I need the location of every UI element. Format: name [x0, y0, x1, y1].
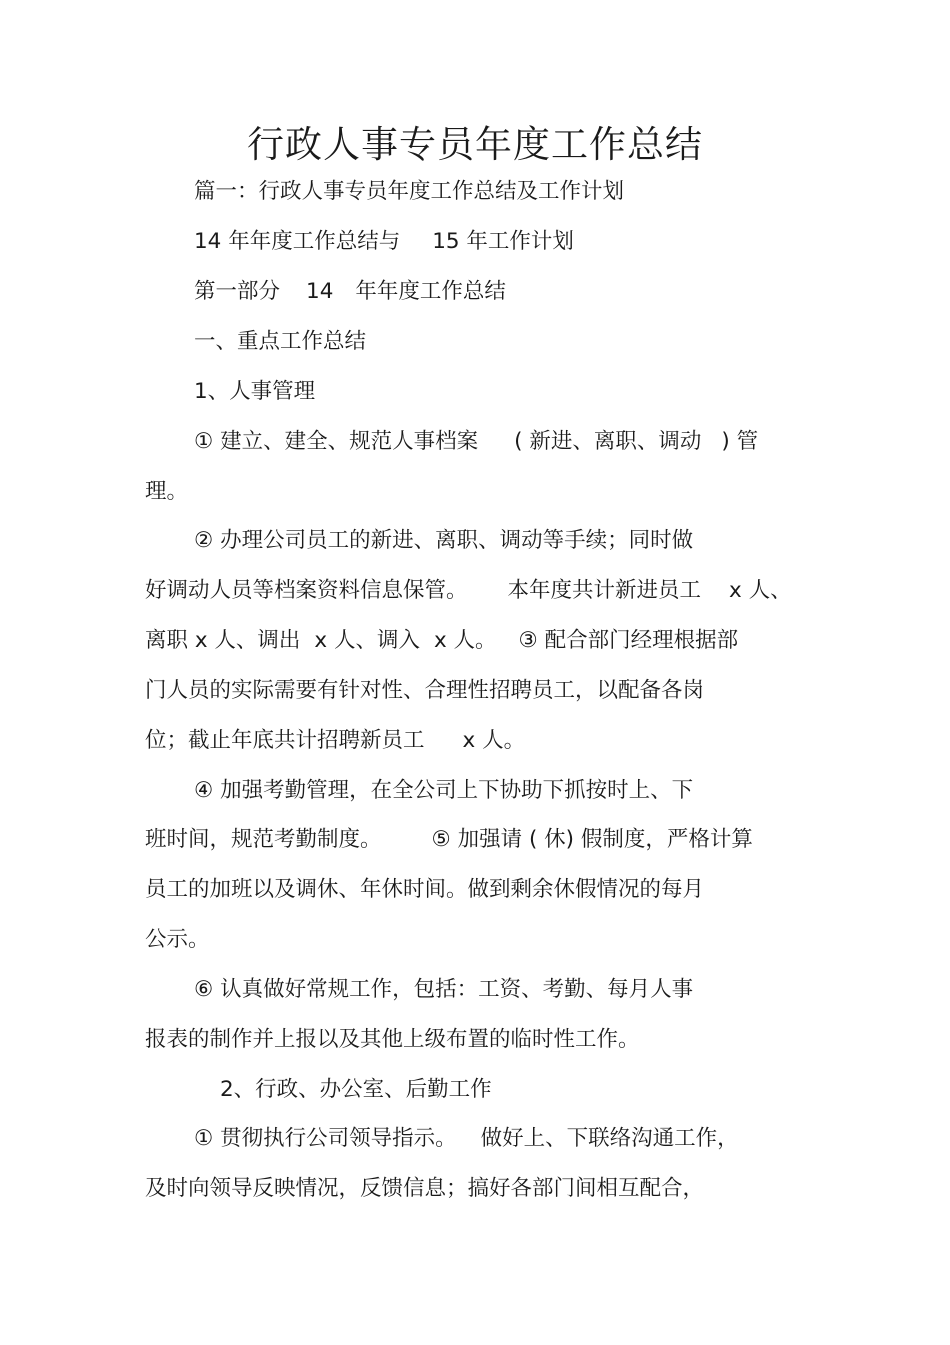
- text-span: 第一部分: [194, 279, 281, 304]
- text-span: ① 建立、建全、规范人事档案: [194, 429, 479, 454]
- text-span: x 人。: [433, 628, 497, 653]
- paragraph-line: 理。: [145, 479, 189, 504]
- paragraph-line: [194, 427, 758, 457]
- paragraph-line: 及时向领导反映情况，反馈信息；搞好各部门间相互配合，: [145, 1176, 705, 1201]
- text-span: ① 贯彻执行公司领导指示。: [194, 1126, 457, 1151]
- paragraph-line: ⑥ 认真做好常规工作，包括：工资、考勤、每月人事: [194, 977, 694, 1002]
- text-span: 做好上、下联络沟通工作，: [480, 1126, 739, 1151]
- text-span: 好调动人员等档案资料信息保管。: [145, 578, 468, 603]
- paragraph-line: ② 办理公司员工的新进、离职、调动等手续；同时做: [194, 528, 694, 553]
- subheading: 1、人事管理: [194, 379, 316, 404]
- paragraph-line: [145, 626, 738, 656]
- subheading: 一、重点工作总结: [194, 329, 367, 354]
- text-span: ⑤ 加强请 ( 休) 假制度，严格计算: [431, 827, 753, 852]
- paragraph-line: 门人员的实际需要有针对性、合理性招聘员工，以配备各岗: [145, 678, 705, 703]
- text-span: x 人、: [729, 578, 792, 603]
- section-heading: 篇一：行政人事专员年度工作总结及工作计划: [194, 179, 625, 204]
- paragraph-line: 报表的制作并上报以及其他上级布置的临时性工作。: [145, 1027, 640, 1052]
- text-span: 本年度共计新进员工: [507, 578, 702, 603]
- paragraph-line: [145, 576, 792, 606]
- document-title: 行政人事专员年度工作总结: [247, 123, 703, 166]
- paragraph-line: [194, 227, 574, 257]
- text-span: 班时间，规范考勤制度。: [145, 827, 382, 852]
- text-span: x 人、调入: [314, 628, 420, 653]
- text-span: 14 年年度工作总结与: [194, 229, 401, 254]
- paragraph-line: [145, 825, 753, 855]
- text-span: 离职 x 人、调出: [145, 628, 301, 653]
- paragraph-line: 公示。: [145, 927, 210, 952]
- text-span: 15 年工作计划: [432, 229, 574, 254]
- paragraph-line: [194, 1124, 739, 1154]
- paragraph-line: 员工的加班以及调休、年休时间。做到剩余休假情况的每月: [145, 877, 705, 902]
- paragraph-line: [194, 277, 506, 307]
- text-span: ( 新进、离职、调动: [514, 429, 702, 454]
- text-span: ③ 配合部门经理根据部: [518, 628, 739, 653]
- paragraph-line: [145, 726, 525, 756]
- text-span: x 人。: [462, 728, 526, 753]
- text-span: 14: [306, 279, 334, 304]
- paragraph-line: ④ 加强考勤管理，在全公司上下协助下抓按时上、下: [194, 778, 694, 803]
- text-span: ) 管: [721, 429, 759, 454]
- subheading: 2、行政、办公室、后勤工作: [220, 1077, 492, 1102]
- text-span: 年年度工作总结: [355, 279, 506, 304]
- text-span: 位；截止年底共计招聘新员工: [145, 728, 425, 753]
